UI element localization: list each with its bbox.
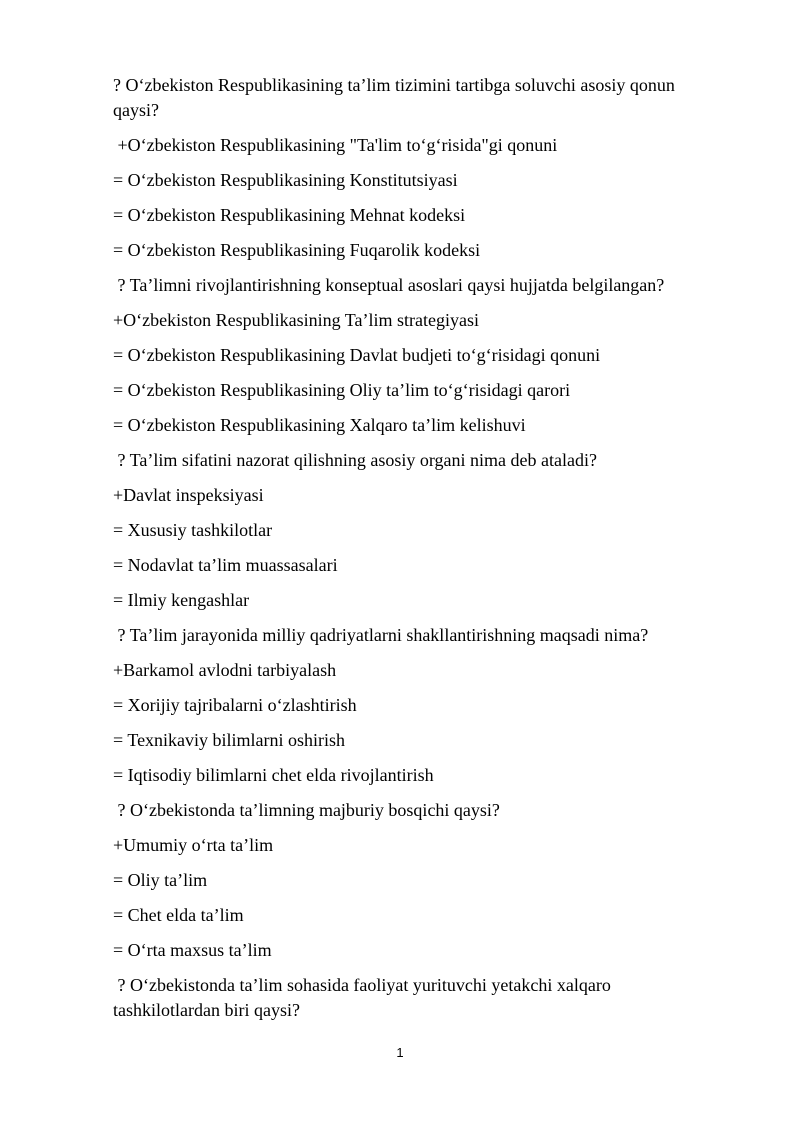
document-body	[113, 73, 713, 1033]
answer-option-line: = O‘zbekiston Respublikasining Konstitutsiyasi	[113, 170, 458, 190]
question-line: ? Ta’lim sifatini nazorat qilishning asosiy organi nima deb ataladi?	[113, 450, 597, 470]
answer-option-line: = O‘zbekiston Respublikasining Fuqarolik kodeksi	[113, 240, 481, 260]
correct-answer-line: +O‘zbekiston Respublikasining Ta’lim strategiyasi	[113, 310, 480, 330]
correct-answer-line: +Barkamol avlodni tarbiyalash	[113, 660, 337, 680]
answer-option-line: = Xorijiy tajribalarni o‘zlashtirish	[113, 695, 357, 715]
question-line: ? O‘zbekistonda ta’lim sohasida faoliyat yurituvchi yetakchi xalqaro tashkilotlardan biri qaysi?	[113, 975, 616, 1020]
correct-answer-line: +Davlat inspeksiyasi	[113, 485, 264, 505]
answer-option-line: = Nodavlat ta’lim muassasalari	[113, 555, 338, 575]
correct-answer-line: +O‘zbekiston Respublikasining "Ta'lim to‘g‘risida"gi qonuni	[113, 135, 558, 155]
answer-option-line: = O‘zbekiston Respublikasining Oliy ta’lim to‘g‘risidagi qarori	[113, 380, 571, 400]
question-line: ? O‘zbekistonda ta’limning majburiy bosqichi qaysi?	[113, 800, 500, 820]
answer-option-line: = Iqtisodiy bilimlarni chet elda rivojlantirish	[113, 765, 434, 785]
answer-option-line: = Ilmiy kengashlar	[113, 590, 250, 610]
page-number: 1	[396, 1045, 404, 1060]
answer-option-line: = O‘zbekiston Respublikasining Mehnat kodeksi	[113, 205, 466, 225]
answer-option-line: = Xususiy tashkilotlar	[113, 520, 273, 540]
question-line: ? O‘zbekiston Respublikasining ta’lim tizimini tartibga soluvchi asosiy qonun qaysi?	[113, 75, 680, 120]
answer-option-line: = O‘rta maxsus ta’lim	[113, 940, 272, 960]
answer-option-line: = O‘zbekiston Respublikasining Davlat budjeti to‘g‘risidagi qonuni	[113, 345, 601, 365]
correct-answer-line: +Umumiy o‘rta ta’lim	[113, 835, 274, 855]
question-line: ? Ta’lim jarayonida milliy qadriyatlarni shakllantirishning maqsadi nima?	[113, 625, 649, 645]
answer-option-line: = Chet elda ta’lim	[113, 905, 244, 925]
question-line: ? Ta’limni rivojlantirishning konseptual asoslari qaysi hujjatda belgilangan?	[113, 275, 665, 295]
answer-option-line: = Oliy ta’lim	[113, 870, 208, 890]
answer-option-line: = Texnikaviy bilimlarni oshirish	[113, 730, 346, 750]
answer-option-line: = O‘zbekiston Respublikasining Xalqaro ta’lim kelishuvi	[113, 415, 526, 435]
